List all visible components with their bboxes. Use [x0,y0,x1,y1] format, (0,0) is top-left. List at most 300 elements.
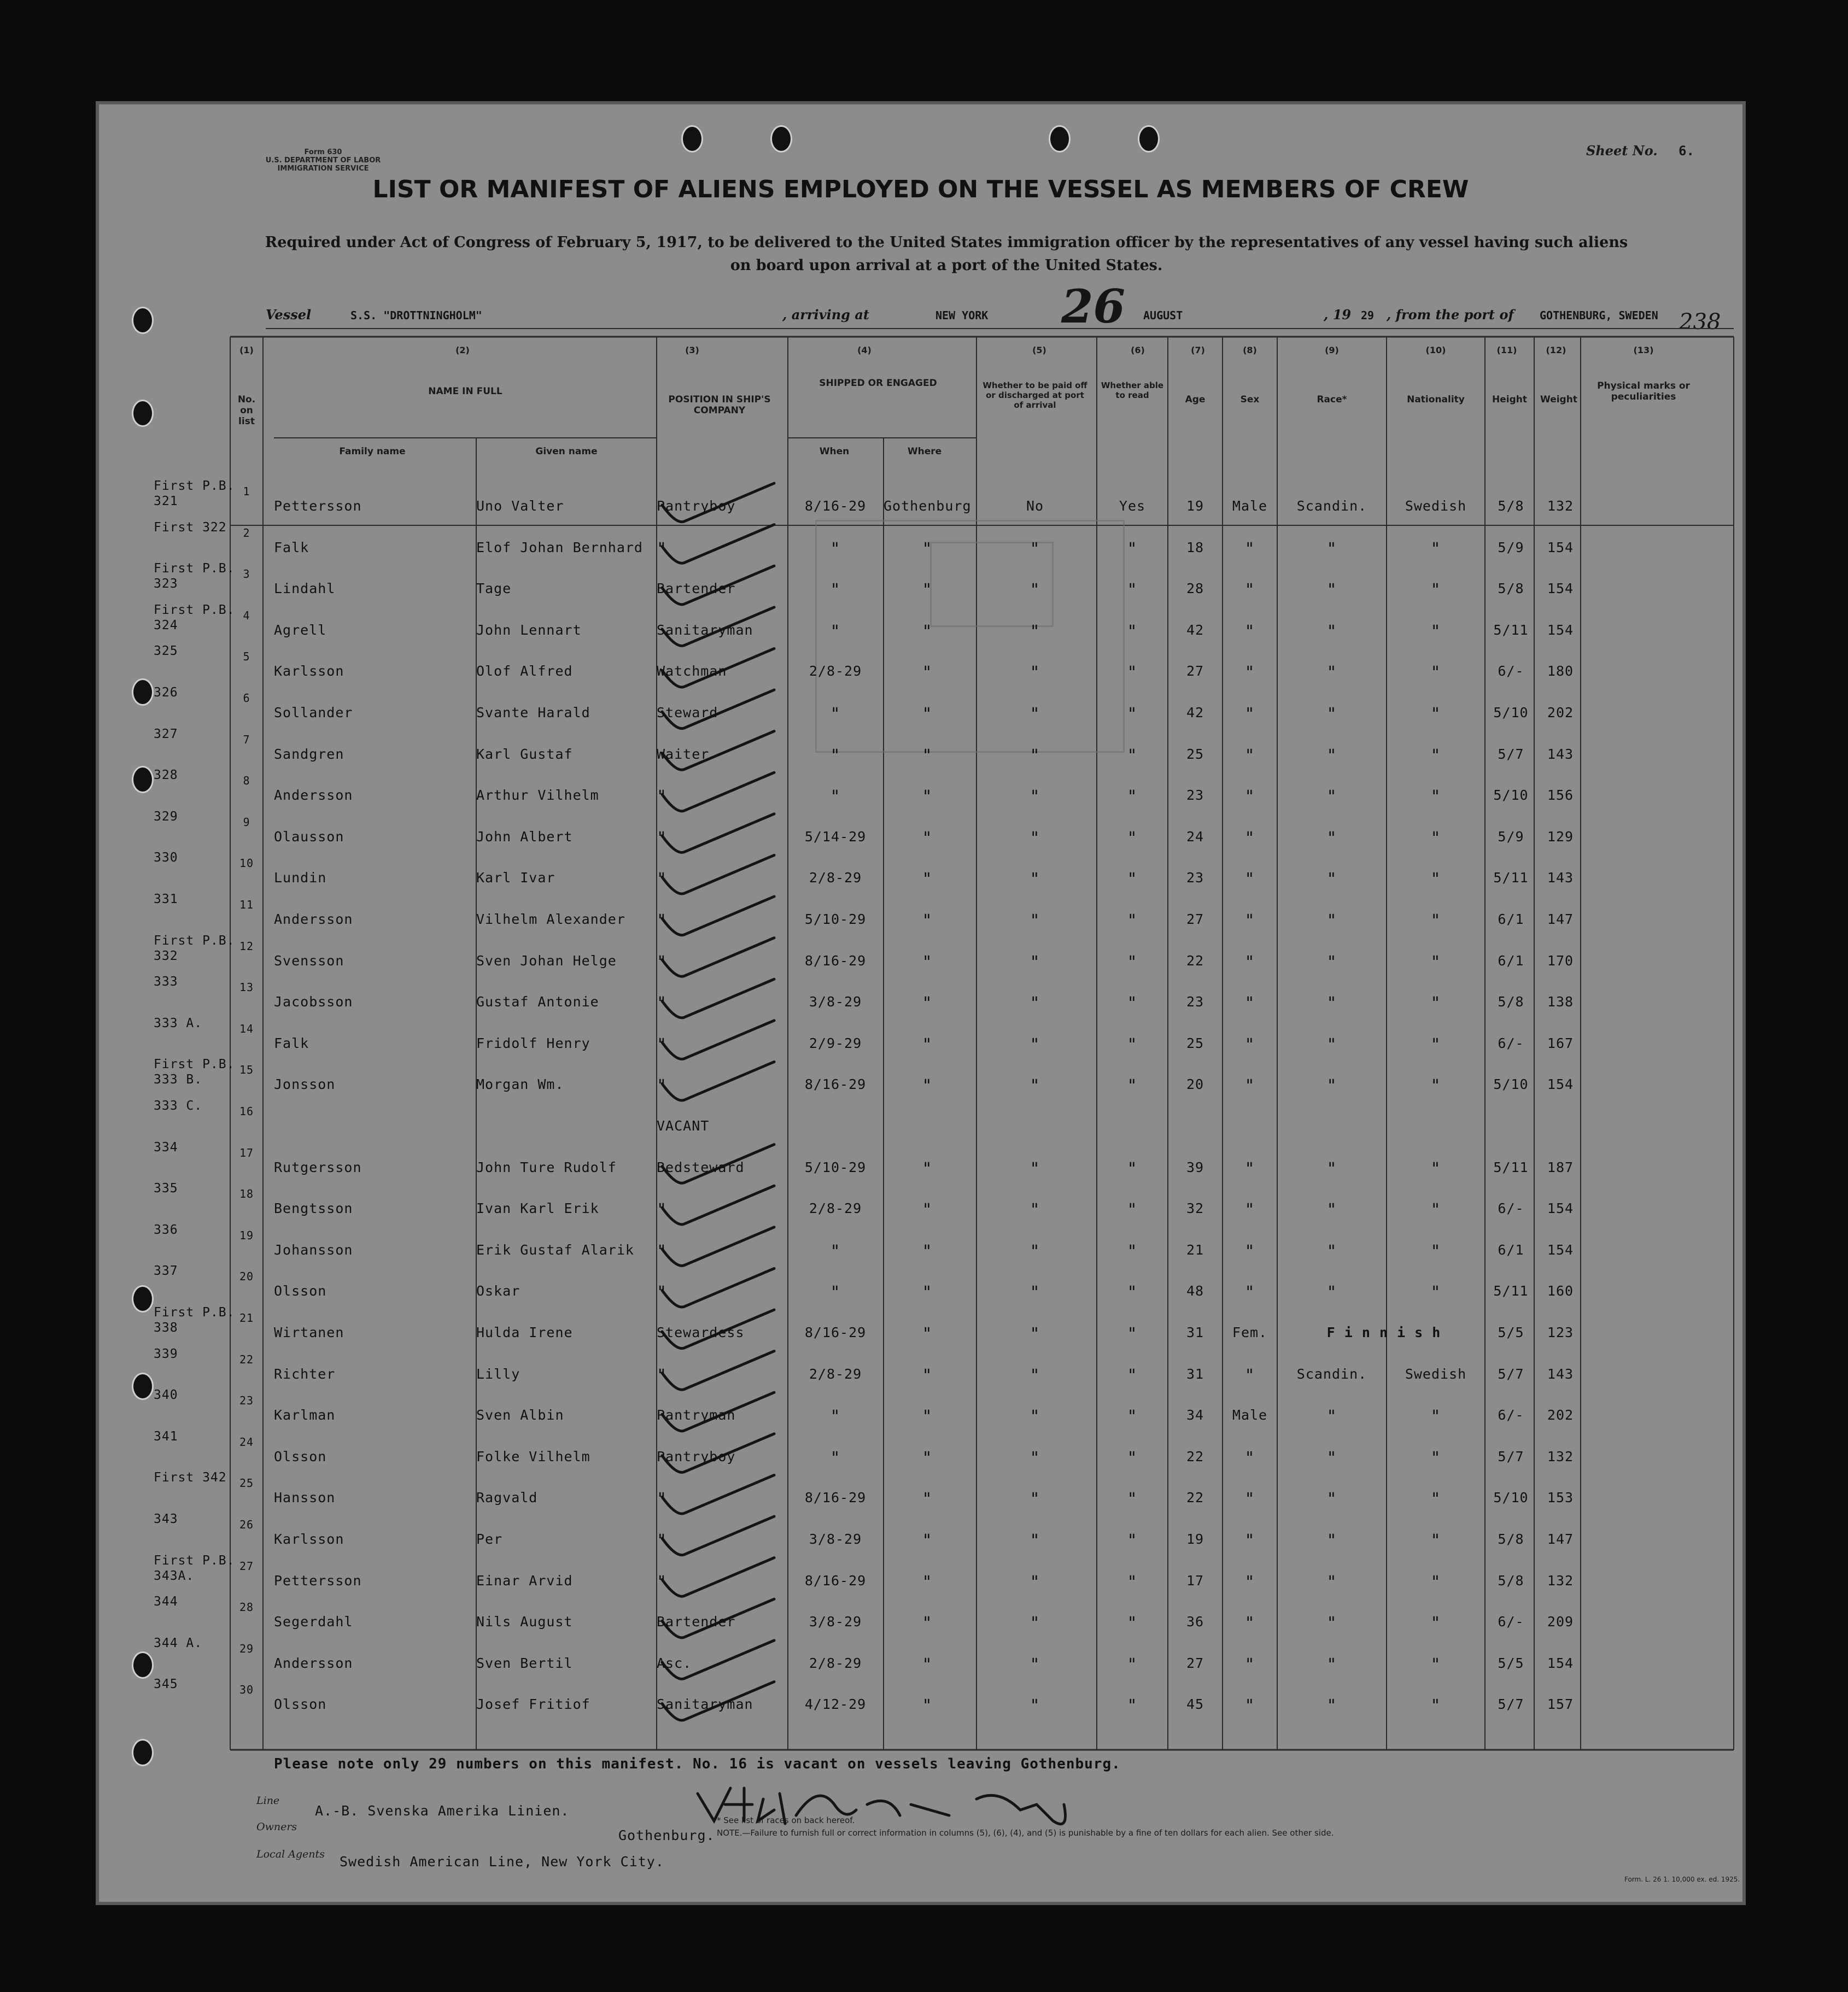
cell-position: " [657,828,668,848]
cell-read: " [1127,952,1138,972]
cell-read: " [1127,622,1138,641]
cell-where: " [922,581,933,600]
cell-height: 6/1 [1498,1241,1524,1258]
cell-position: Asc. [657,1655,692,1671]
cell-where: " [922,1448,933,1468]
table-row [99,1553,1749,1602]
cell-sex: " [1244,787,1255,807]
cell-weight: 138 [1547,994,1574,1010]
cell-age: 22 [1186,952,1204,969]
cell-sex: " [1244,1531,1255,1550]
cell-given: Morgan Wm. [476,1076,564,1093]
cell-family: Sollander [274,705,353,720]
cell-race: " [1326,828,1337,848]
header-where: Where [907,446,942,457]
cell-nat: " [1430,1159,1441,1179]
cell-paid: " [1030,828,1040,848]
cell-height: 5/10 [1493,787,1529,804]
cell-no: 20 [239,1270,254,1284]
cell-read: " [1127,828,1138,848]
cell-no: 1 [243,485,250,498]
cell-family: Hansson [274,1490,336,1506]
cell-margin: 329 [154,809,178,824]
colnum: (2) [455,345,470,355]
cell-margin: 337 [154,1264,178,1279]
cell-sex: " [1244,1696,1255,1716]
colnum: (1) [239,345,254,355]
cell-no: 6 [243,692,250,705]
cell-paid: " [1030,1448,1040,1468]
cell-age: 32 [1186,1200,1204,1217]
cell-no: 7 [243,733,250,746]
cell-paid: " [1030,870,1040,889]
cell-when: 2/9-29 [809,1035,862,1051]
cell-weight: 154 [1547,581,1574,597]
line-label: Line [256,1795,280,1807]
cell-no: 22 [239,1352,254,1366]
cell-paid: No [1026,498,1044,514]
cell-sex: " [1244,828,1255,848]
cell-age: 18 [1186,539,1204,555]
cell-sex: Male [1232,498,1268,514]
cell-no: 19 [239,1228,254,1242]
cell-paid: " [1030,1283,1040,1303]
cell-no: 23 [239,1394,254,1408]
header-marks: Physical marks or peculiarities [1597,380,1690,402]
arriving-label: , arriving at [782,307,869,323]
subtitle-line-1: Required under Act of Congress of February 5, 1917, to be delivered to the United States immigration officer by the representatives of any vessel having such aliens [265,234,1628,251]
cell-read: " [1127,870,1138,889]
cell-sex: " [1244,539,1255,559]
table-row [99,1512,1749,1560]
cell-read: " [1127,1159,1138,1179]
cell-height: 5/11 [1493,1159,1529,1175]
cell-family: Andersson [274,787,353,804]
cell-when: 3/8-29 [809,1531,862,1547]
cell-when: 2/8-29 [809,870,862,886]
form-number: Form 630 [304,148,342,156]
table-row [99,1222,1749,1271]
cell-margin: 336 [154,1222,178,1237]
cell-height: 5/10 [1493,705,1529,720]
cell-when: 5/10-29 [804,1159,867,1175]
table-row [99,1140,1749,1188]
cell-nat: " [1430,994,1441,1013]
cell-margin: 341 [154,1429,178,1444]
table-row [99,1305,1749,1354]
cell-read: " [1127,1366,1138,1385]
cell-where: " [922,1572,933,1592]
cell-position: Watchman [657,663,727,679]
cell-age: 23 [1186,870,1204,886]
cell-when: " [830,705,841,724]
cell-no: 8 [243,774,250,788]
cell-margin: 326 [154,686,178,700]
cell-sex: Fem. [1232,1325,1268,1340]
cell-race: " [1326,1696,1337,1716]
cell-sex: " [1244,1655,1255,1674]
header-family-name: Family name [339,446,406,457]
cell-read: " [1127,787,1138,807]
arrival-port: NEW YORK [935,309,989,322]
cell-height: 5/7 [1498,1448,1524,1464]
cell-given: Karl Ivar [476,870,555,886]
cell-where: " [922,828,933,848]
cell-sex: " [1244,1035,1255,1054]
cell-race: " [1326,1448,1337,1468]
page-title: LIST OR MANIFEST OF ALIENS EMPLOYED ON THE VESSEL AS MEMBERS OF CREW [372,175,1469,203]
cell-no: 26 [239,1518,254,1531]
cell-where: " [922,1696,933,1716]
department: U.S. DEPARTMENT OF LABOR [265,156,381,165]
header-shipped: SHIPPED OR ENGAGED [819,378,937,389]
cell-position: Pantryboy [657,498,736,514]
header-weight: Weight [1540,394,1577,405]
cell-margin: 335 [154,1181,178,1196]
cell-margin: First P.B. 338 [154,1305,235,1335]
cell-race: " [1326,746,1337,765]
cell-race: " [1326,663,1337,683]
cell-sex: " [1244,1614,1255,1633]
cell-family: Svensson [274,952,344,969]
cell-margin: First P.B. 321 [154,479,235,508]
header-sex: Sex [1240,394,1260,405]
cell-sex: " [1244,994,1255,1013]
cell-paid: " [1030,1490,1040,1509]
cell-age: 27 [1186,663,1204,679]
cell-read: " [1127,1655,1138,1674]
cell-given: Erik Gustaf Alarik [476,1241,634,1258]
cell-position: " [657,870,668,889]
cell-race: " [1326,1490,1337,1509]
cell-no: 25 [239,1477,254,1490]
cell-no: 5 [243,650,250,664]
cell-read: " [1127,1076,1138,1096]
cell-when: 2/8-29 [809,663,862,679]
cell-read: Yes [1119,498,1146,514]
cell-family: Olausson [274,828,344,845]
cell-when: " [830,539,841,559]
cell-race: " [1326,1035,1337,1054]
line-value: A.-B. Svenska Amerika Linien. [315,1803,570,1819]
cell-no: 12 [239,939,254,953]
cell-position: " [657,1283,668,1303]
sheet-value: 6. [1679,143,1694,159]
colnum: (11) [1496,345,1517,355]
vessel-label: Vessel [266,307,312,323]
cell-where: " [922,911,933,930]
cell-paid: " [1030,1572,1040,1592]
cell-sex: " [1244,911,1255,930]
header-position: POSITION IN SHIP'S COMPANY [668,394,771,416]
agents-label: Local Agents [256,1848,325,1860]
table-row [99,520,1749,569]
cell-given: Vilhelm Alexander [476,911,625,927]
cell-weight: 143 [1547,1366,1574,1382]
cell-paid: " [1030,1696,1040,1716]
cell-where: " [922,622,933,641]
table-row [99,809,1749,858]
cell-margin: 331 [154,892,178,906]
header-race: Race* [1317,394,1347,405]
from-port-label: , from the port of [1387,307,1514,323]
cell-paid: " [1030,622,1040,641]
cell-where: " [922,994,933,1013]
colnum: (9) [1325,345,1339,355]
cell-weight: 153 [1547,1490,1574,1506]
cell-read: " [1127,1614,1138,1633]
cell-sex: " [1244,1283,1255,1303]
cell-read: " [1127,1200,1138,1220]
colnum: (12) [1546,345,1566,355]
cell-nat: " [1430,870,1441,889]
cell-paid: " [1030,1035,1040,1054]
cell-position: " [657,1572,668,1592]
cell-nat: " [1430,787,1441,807]
cell-read: " [1127,1241,1138,1261]
from-port: GOTHENBURG, SWEDEN [1540,309,1658,322]
cell-race: Scandin. [1296,498,1367,514]
owners-value: Gothenburg. [618,1827,715,1843]
cell-age: 36 [1186,1614,1204,1630]
cell-sex: " [1244,1241,1255,1261]
cell-age: 21 [1186,1241,1204,1258]
cell-position: Pantryman [657,1407,736,1423]
cell-margin: First 322 [154,520,227,535]
header-name-in-full: NAME IN FULL [428,386,502,397]
cell-when: " [830,1407,841,1427]
cell-position: " [657,1076,668,1096]
cell-weight: 209 [1547,1614,1574,1630]
cell-paid: " [1030,1366,1040,1385]
cell-sex: " [1244,1572,1255,1592]
cell-no: 17 [239,1146,254,1159]
cell-position: VACANT [657,1118,710,1134]
cell-race: " [1326,581,1337,600]
cell-nat: " [1430,581,1441,600]
cell-where: " [922,663,933,683]
cell-nat: " [1430,828,1441,848]
cell-age: 31 [1186,1325,1204,1340]
cell-where: " [922,1407,933,1427]
cell-position: Bartender [657,581,736,597]
manifest-sheet [96,101,1746,1905]
cell-margin: First 342 [154,1470,227,1485]
cell-read: " [1127,1490,1138,1509]
cell-where: " [922,1655,933,1674]
cell-race: " [1326,1159,1337,1179]
header-nationality: Nationality [1407,394,1465,405]
cell-weight: 154 [1547,1076,1574,1093]
cell-margin: 325 [154,644,178,659]
cell-nat: " [1430,1448,1441,1468]
table-row [99,1346,1749,1395]
table-row [99,1099,1749,1147]
cell-race: " [1326,622,1337,641]
cell-when: 5/10-29 [804,911,867,927]
cell-weight: 202 [1547,705,1574,720]
cell-sex: " [1244,870,1255,889]
cell-position: " [657,952,668,972]
cell-height: 6/- [1498,1200,1524,1217]
cell-height: 5/5 [1498,1325,1524,1340]
cell-paid: " [1030,705,1040,724]
cell-age: 25 [1186,1035,1204,1051]
cell-nat: Swedish [1405,1366,1467,1382]
cell-no: 28 [239,1601,254,1614]
cell-race: " [1326,1531,1337,1550]
cell-where: Gothenburg [884,498,972,514]
colnum: (13) [1633,345,1654,355]
cell-height: 5/9 [1498,539,1524,555]
table-row [99,1595,1749,1643]
cell-weight: 160 [1547,1283,1574,1299]
colnum: (10) [1425,345,1446,355]
cell-race: Scandin. [1296,1366,1367,1382]
cell-paid: " [1030,1614,1040,1633]
cell-no: 2 [243,526,250,540]
cell-where: " [922,870,933,889]
cell-weight: 154 [1547,539,1574,555]
cell-age: 42 [1186,622,1204,638]
cell-where: " [922,1614,933,1633]
cell-given: Sven Bertil [476,1655,573,1671]
cell-nat: Swedish [1405,498,1467,514]
cell-weight: 129 [1547,828,1574,845]
cell-weight: 154 [1547,1241,1574,1258]
cell-position: " [657,994,668,1013]
cell-read: " [1127,1531,1138,1550]
cell-read: " [1127,746,1138,765]
cell-given: John Albert [476,828,573,845]
cell-position: Bedsteward [657,1159,745,1175]
cell-margin: 340 [154,1388,178,1403]
cell-nat: " [1430,1241,1441,1261]
cell-paid: " [1030,539,1040,559]
cell-paid: " [1030,1655,1040,1674]
cell-where: " [922,1200,933,1220]
cell-no: 15 [239,1063,254,1077]
cell-when: 8/16-29 [804,1076,867,1093]
cell-margin: 333 [154,975,178,989]
master-signature [692,1772,1119,1832]
cell-no: 9 [243,815,250,829]
cell-position: " [657,1490,668,1509]
cell-weight: 154 [1547,622,1574,638]
cell-race: " [1326,539,1337,559]
cell-position: Steward [657,705,718,720]
cell-family: Karlsson [274,1531,344,1547]
cell-race: " [1326,1200,1337,1220]
cell-age: 22 [1186,1448,1204,1464]
cell-age: 48 [1186,1283,1204,1299]
cell-position: " [657,911,668,930]
cell-position: " [657,1241,668,1261]
cell-no: 24 [239,1435,254,1449]
cell-given: Karl Gustaf [476,746,573,762]
cell-no: 27 [239,1559,254,1573]
cell-no: 13 [239,981,254,994]
cell-weight: 143 [1547,870,1574,886]
cell-family: Pettersson [274,498,362,514]
cell-read: " [1127,581,1138,600]
cell-weight: 123 [1547,1325,1574,1340]
cell-race: " [1326,952,1337,972]
cell-nat: " [1430,952,1441,972]
cell-sex: " [1244,746,1255,765]
cell-given: Fridolf Henry [476,1035,590,1051]
cell-family: Olsson [274,1283,327,1299]
table-row [99,1677,1749,1725]
cell-nat: " [1430,1076,1441,1096]
cell-where: " [922,1241,933,1261]
cell-weight: 132 [1547,498,1574,514]
cell-weight: 157 [1547,1696,1574,1713]
colnum: (3) [685,345,699,355]
header-no-on-list: No. on list [237,394,256,427]
cell-sex: " [1244,1200,1255,1220]
cell-age: 23 [1186,787,1204,804]
cell-margin: First P.B. 343A. [154,1553,235,1583]
cell-family: Falk [274,1035,309,1051]
table-row [99,1470,1749,1519]
cell-sex: " [1244,622,1255,641]
owners-label: Owners [256,1821,297,1833]
cell-age: 25 [1186,746,1204,762]
cell-read: " [1127,1407,1138,1427]
cell-race: F i n n i s h [1326,1325,1441,1340]
cell-sex: " [1244,1490,1255,1509]
cell-when: " [830,1241,841,1261]
year-prefix: , 19 [1324,307,1352,323]
cell-margin: First P.B. 333 B. [154,1057,235,1087]
cell-family: Jacobsson [274,994,353,1010]
table-row [99,1388,1749,1436]
cell-race: " [1326,994,1337,1013]
cell-height: 6/1 [1498,911,1524,927]
cell-weight: 202 [1547,1407,1574,1423]
cell-given: Lilly [476,1366,521,1382]
cell-nat: " [1430,539,1441,559]
cell-sex: " [1244,581,1255,600]
cell-age: 27 [1186,1655,1204,1671]
cell-nat: " [1430,1490,1441,1509]
cell-race: " [1326,1241,1337,1261]
cell-weight: 187 [1547,1159,1574,1175]
cell-age: 22 [1186,1490,1204,1506]
cell-given: Elof Johan Bernhard [476,539,643,555]
cell-position: " [657,1366,668,1385]
vessel-name: S.S. "DROTTNINGHOLM" [350,309,482,322]
cell-nat: " [1430,1572,1441,1592]
header-height: Height [1492,394,1527,405]
cell-height: 5/8 [1498,498,1524,514]
cell-when: 3/8-29 [809,1614,862,1630]
cell-given: Olof Alfred [476,663,573,679]
table-row [99,851,1749,899]
cell-given: Sven Albin [476,1407,564,1423]
cell-family: Lindahl [274,581,336,597]
cell-age: 17 [1186,1572,1204,1589]
cell-margin: 333 C. [154,1099,203,1113]
cell-position: " [657,539,668,559]
colnum: (4) [857,345,872,355]
cell-family: Segerdahl [274,1614,353,1630]
cell-weight: 132 [1547,1572,1574,1589]
cell-given: John Lennart [476,622,582,638]
cell-weight: 156 [1547,787,1574,804]
cell-height: 5/11 [1493,1283,1529,1299]
